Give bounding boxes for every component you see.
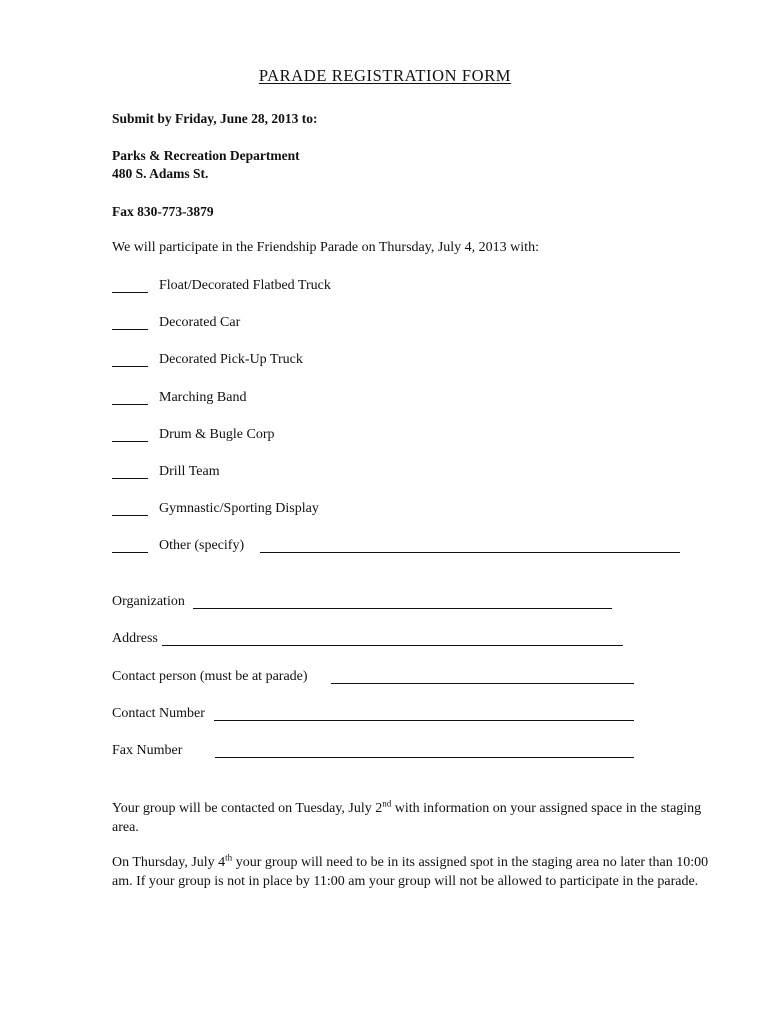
option-other-blank[interactable] <box>112 552 148 553</box>
organization-field[interactable] <box>193 608 612 609</box>
organization-label: Organization <box>112 594 185 609</box>
option-other-specify-field[interactable] <box>260 552 680 553</box>
fax-number-field[interactable] <box>215 757 634 758</box>
contact-notice-paragraph: Your group will be contacted on Tuesday, July 2nd with information on your assigned space in the staging area. <box>112 798 702 835</box>
option-drill-label: Drill Team <box>159 464 220 479</box>
form-title: PARADE REGISTRATION FORM <box>258 66 512 85</box>
option-pickup-label: Decorated Pick-Up Truck <box>159 352 303 367</box>
contact-number-label: Contact Number <box>112 706 205 721</box>
department-address: 480 S. Adams St. <box>112 166 209 181</box>
option-gymnastic-blank[interactable] <box>112 515 148 516</box>
contact-person-field[interactable] <box>331 683 634 684</box>
option-band-blank[interactable] <box>112 404 148 405</box>
contact-person-label: Contact person (must be at parade) <box>112 669 308 684</box>
option-float-blank[interactable] <box>112 292 148 293</box>
option-car-label: Decorated Car <box>159 315 241 330</box>
option-car-blank[interactable] <box>112 329 148 330</box>
department-name: Parks & Recreation Department <box>112 148 300 163</box>
option-float-label: Float/Decorated Flatbed Truck <box>159 278 331 293</box>
option-drum-blank[interactable] <box>112 441 148 442</box>
option-pickup-blank[interactable] <box>112 366 148 367</box>
option-drill-blank[interactable] <box>112 478 148 479</box>
fax-number-label: Fax Number <box>112 743 183 758</box>
option-gymnastic-label: Gymnastic/Sporting Display <box>159 501 319 516</box>
address-label: Address <box>112 631 158 646</box>
address-field[interactable] <box>162 645 623 646</box>
staging-notice-paragraph: On Thursday, July 4th your group will need to be in its assigned spot in the staging area no later than 10:00 am. If your group is not in place by 11:00 am your group will not be allowed to participate in the parade. <box>112 852 709 889</box>
intro-text: We will participate in the Friendship Parade on Thursday, July 4, 2013 with: <box>112 240 539 255</box>
contact-number-field[interactable] <box>214 720 634 721</box>
option-band-label: Marching Band <box>159 390 247 405</box>
option-drum-label: Drum & Bugle Corp <box>159 427 275 442</box>
option-other-label: Other (specify) <box>159 538 245 553</box>
submit-deadline: Submit by Friday, June 28, 2013 to: <box>112 111 318 126</box>
fax-line: Fax 830-773-3879 <box>112 204 214 219</box>
